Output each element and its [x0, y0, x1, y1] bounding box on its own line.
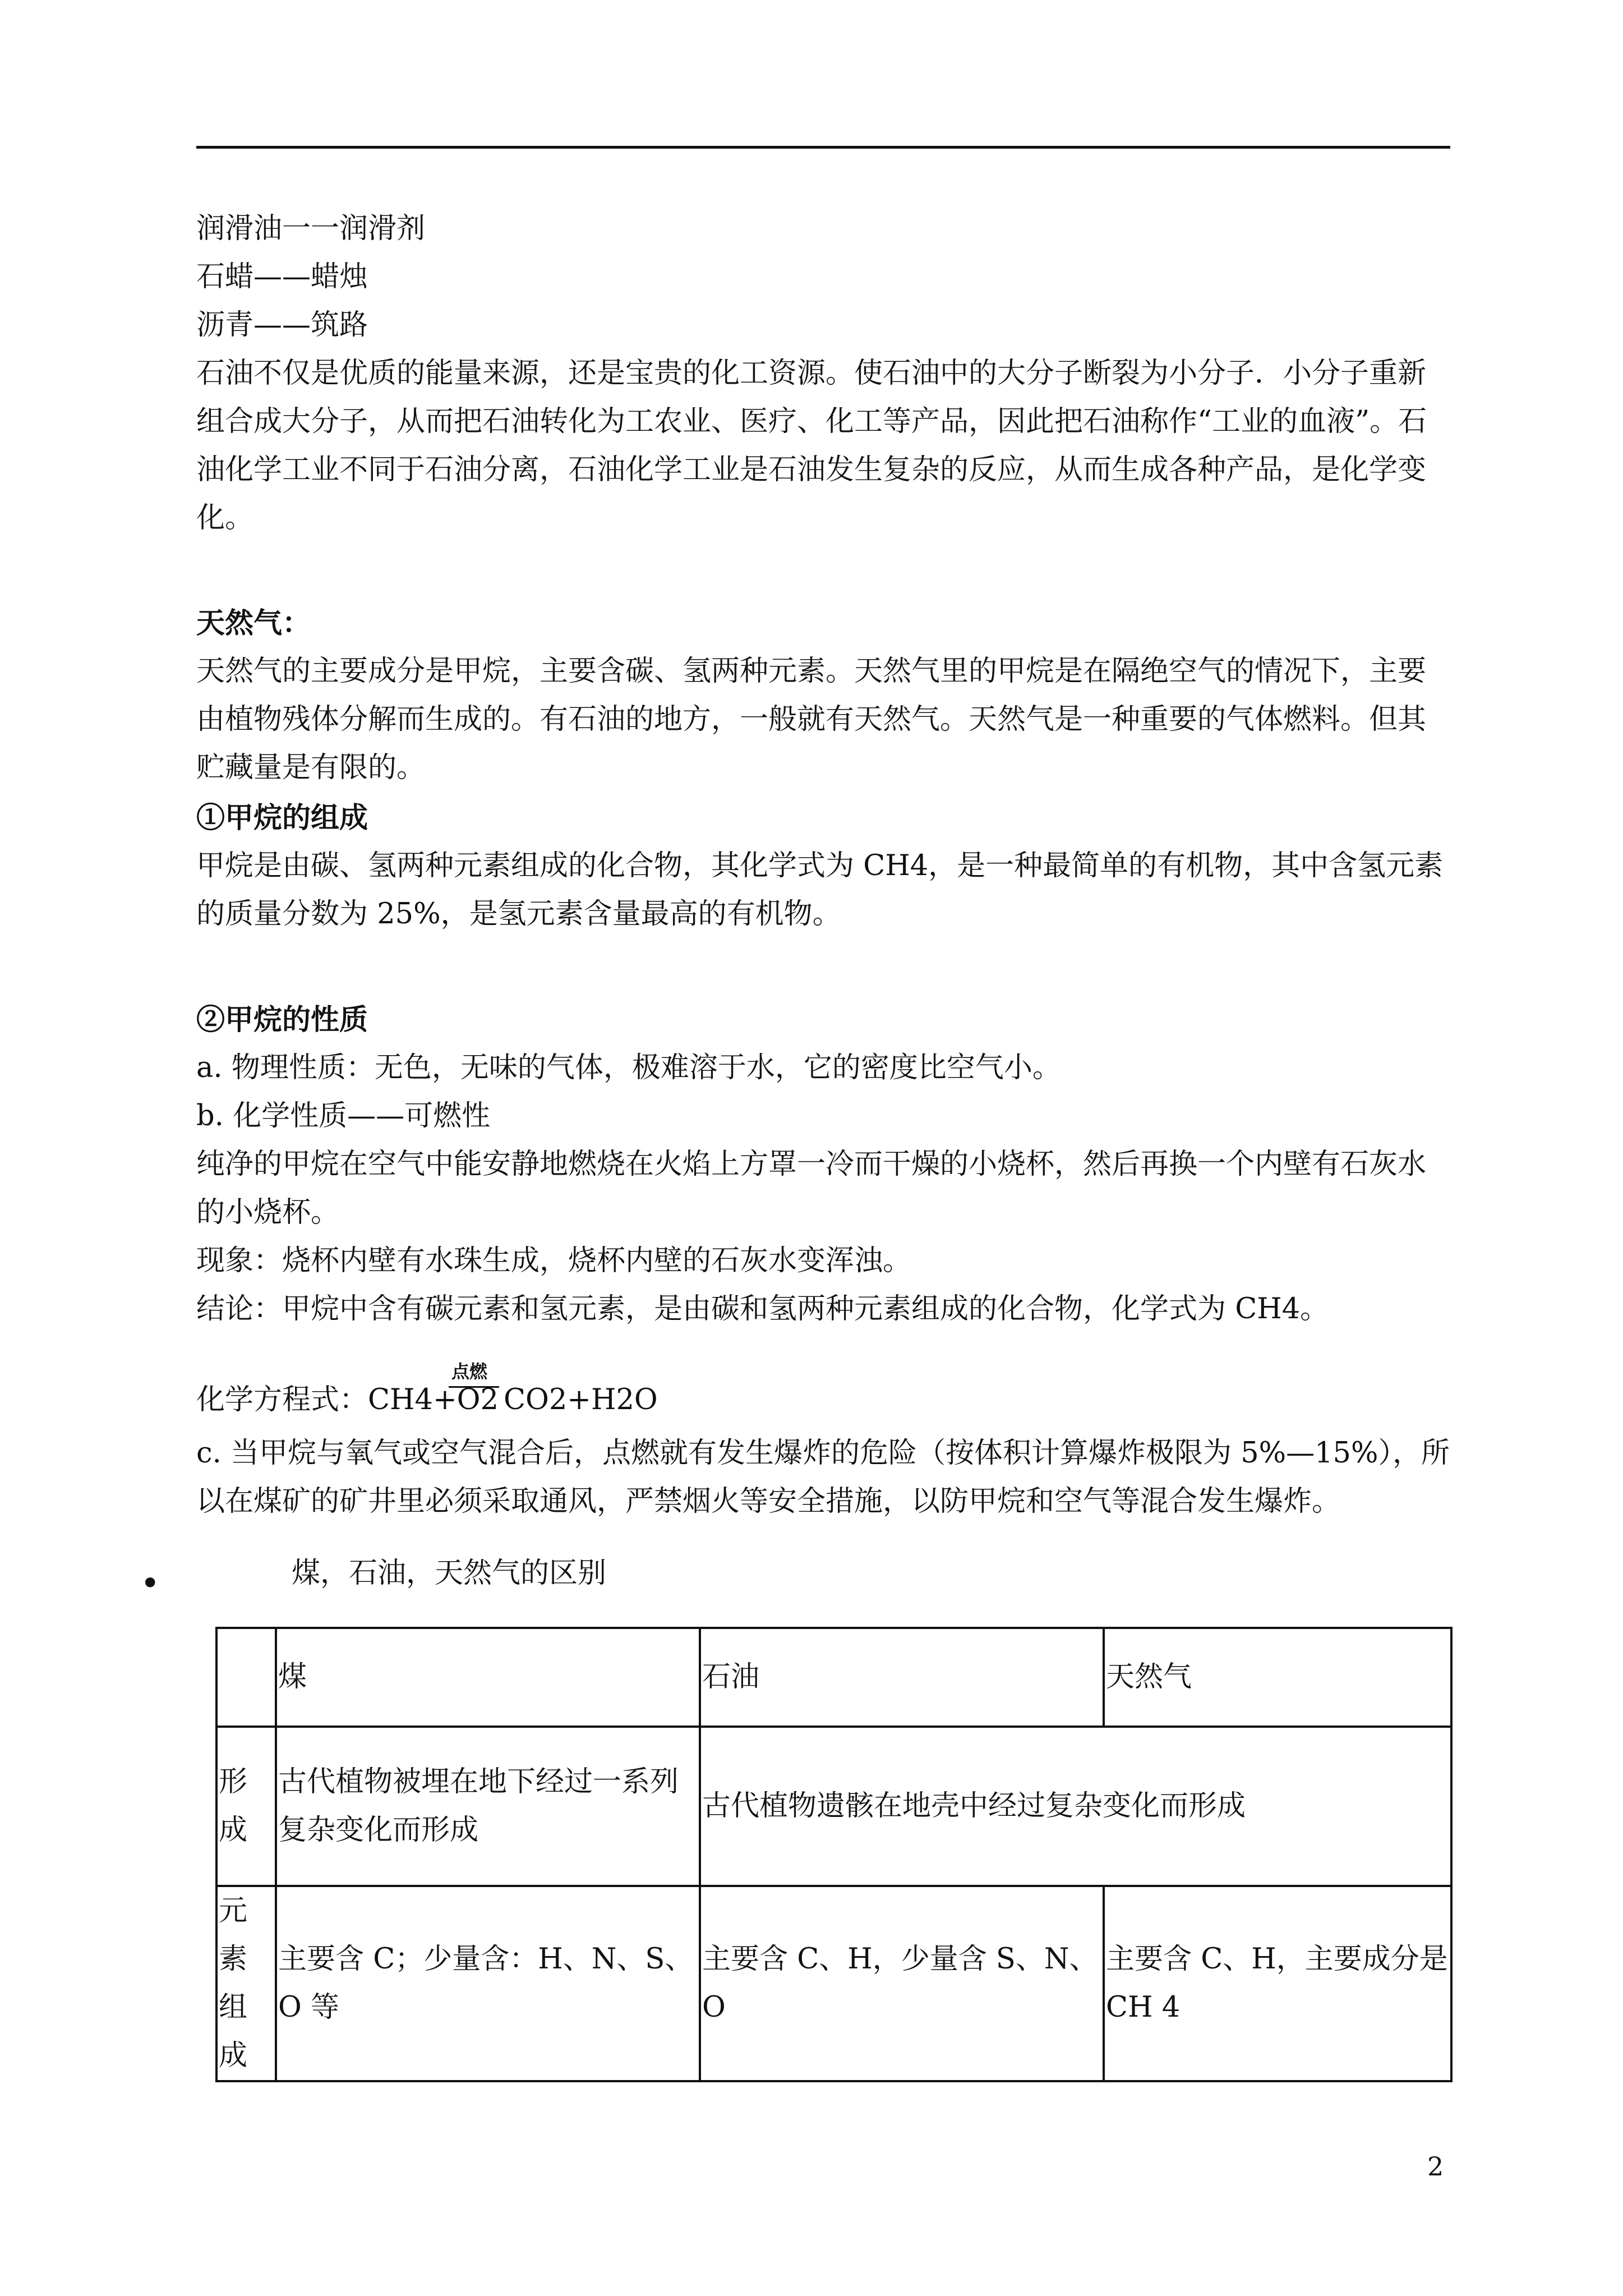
bullet-icon: • — [140, 1564, 160, 1603]
methane-composition-paragraph: 甲烷是由碳、氢两种元素组成的化合物，其化学式为 CH4，是一种最简单的有机物，其中含氢元素的质量分数为 25%，是氢元素含量最高的有机物。 — [196, 849, 1444, 931]
formation-coal: 古代植物被埋在地下经过一系列复杂变化而形成 — [276, 1727, 700, 1886]
equation-products: CO2+H2O — [504, 1383, 658, 1416]
header-rule — [196, 146, 1450, 149]
paraffin-line: 石蜡——蜡烛 — [196, 260, 368, 293]
page-number: 2 — [1427, 2151, 1444, 2182]
table-header-oil: 石油 — [700, 1628, 1104, 1727]
experiment-paragraph: 纯净的甲烷在空气中能安静地燃烧在火焰上方罩一冷而干燥的小烧杯，然后再换一个内壁有石灰水的小烧杯。 — [196, 1148, 1427, 1229]
physical-properties: a. 物理性质：无色，无味的气体，极难溶于水，它的密度比空气小。 — [196, 1051, 1061, 1084]
table-row — [216, 1628, 1451, 1727]
equation-condition: 点燃 — [451, 1361, 488, 1382]
table-row — [216, 1886, 1451, 2081]
table-row — [216, 1727, 1451, 1886]
table-cell — [216, 1628, 276, 1727]
petroleum-paragraph: 石油不仅是优质的能量来源，还是宝贵的化工资源。使石油中的大分子断裂为小分子．小分子重新组合成大分子，从而把石油转化为工农业、医疗、化工等产品，因此把石油称作“工业的血液”。石油化学工业不同于石油分离，石油化学工业是石油发生复杂的反应，从而生成各种产品，是化学变化。 — [196, 357, 1427, 535]
equation-reactants: 化学方程式：CH4+O2 — [196, 1383, 499, 1416]
elements-gas: 主要含 C、H，主要成分是 CH 4 — [1104, 1886, 1451, 2081]
row-label-formation: 形成 — [216, 1727, 276, 1886]
table-header-gas: 天然气 — [1104, 1628, 1451, 1727]
comparison-table — [215, 1627, 1453, 2082]
chemical-properties: b. 化学性质——可燃性 — [196, 1099, 491, 1133]
chemical-equation — [196, 1360, 701, 1428]
natural-gas-paragraph: 天然气的主要成分是甲烷，主要含碳、氢两种元素。天然气里的甲烷是在隔绝空气的情况下，主要由植物残体分解而生成的。有石油的地方，一般就有天然气。天然气是一种重要的气体燃料。但其贮藏量是有限的。 — [196, 655, 1427, 784]
comparison-title: 煤，石油，天然气的区别 — [292, 1557, 607, 1590]
lubricant-line: 润滑油一一润滑剂 — [196, 212, 426, 245]
equation-arrow-bar — [449, 1386, 499, 1388]
conclusion-line: 结论：甲烷中含有碳元素和氢元素，是由碳和氢两种元素组成的化合物，化学式为 CH4。 — [196, 1292, 1329, 1326]
phenomenon-line: 现象：烧杯内壁有水珠生成，烧杯内壁的石灰水变浑浊。 — [196, 1244, 912, 1277]
elements-coal: 主要含 C；少量含：H、N、S、O 等 — [276, 1886, 700, 2081]
explosion-paragraph: c. 当甲烷与氧气或空气混合后，点燃就有发生爆炸的危险（按体积计算爆炸极限为 5%—15%），所以在煤矿的矿井里必须采取通风，严禁烟火等安全措施，以防甲烷和空气等混合发生爆炸。 — [196, 1437, 1450, 1518]
natural-gas-heading: 天然气： — [196, 606, 311, 640]
methane-composition-heading: ①甲烷的组成 — [196, 801, 368, 835]
table-header-coal: 煤 — [276, 1628, 700, 1727]
asphalt-line: 沥青——筑路 — [196, 309, 368, 342]
methane-properties-heading: ②甲烷的性质 — [196, 1003, 368, 1037]
elements-oil: 主要含 C、H，少量含 S、N、O — [700, 1886, 1104, 2081]
row-label-elements: 元素组成 — [216, 1886, 276, 2081]
formation-oil-gas: 古代植物遗骸在地壳中经过复杂变化而形成 — [700, 1727, 1451, 1886]
